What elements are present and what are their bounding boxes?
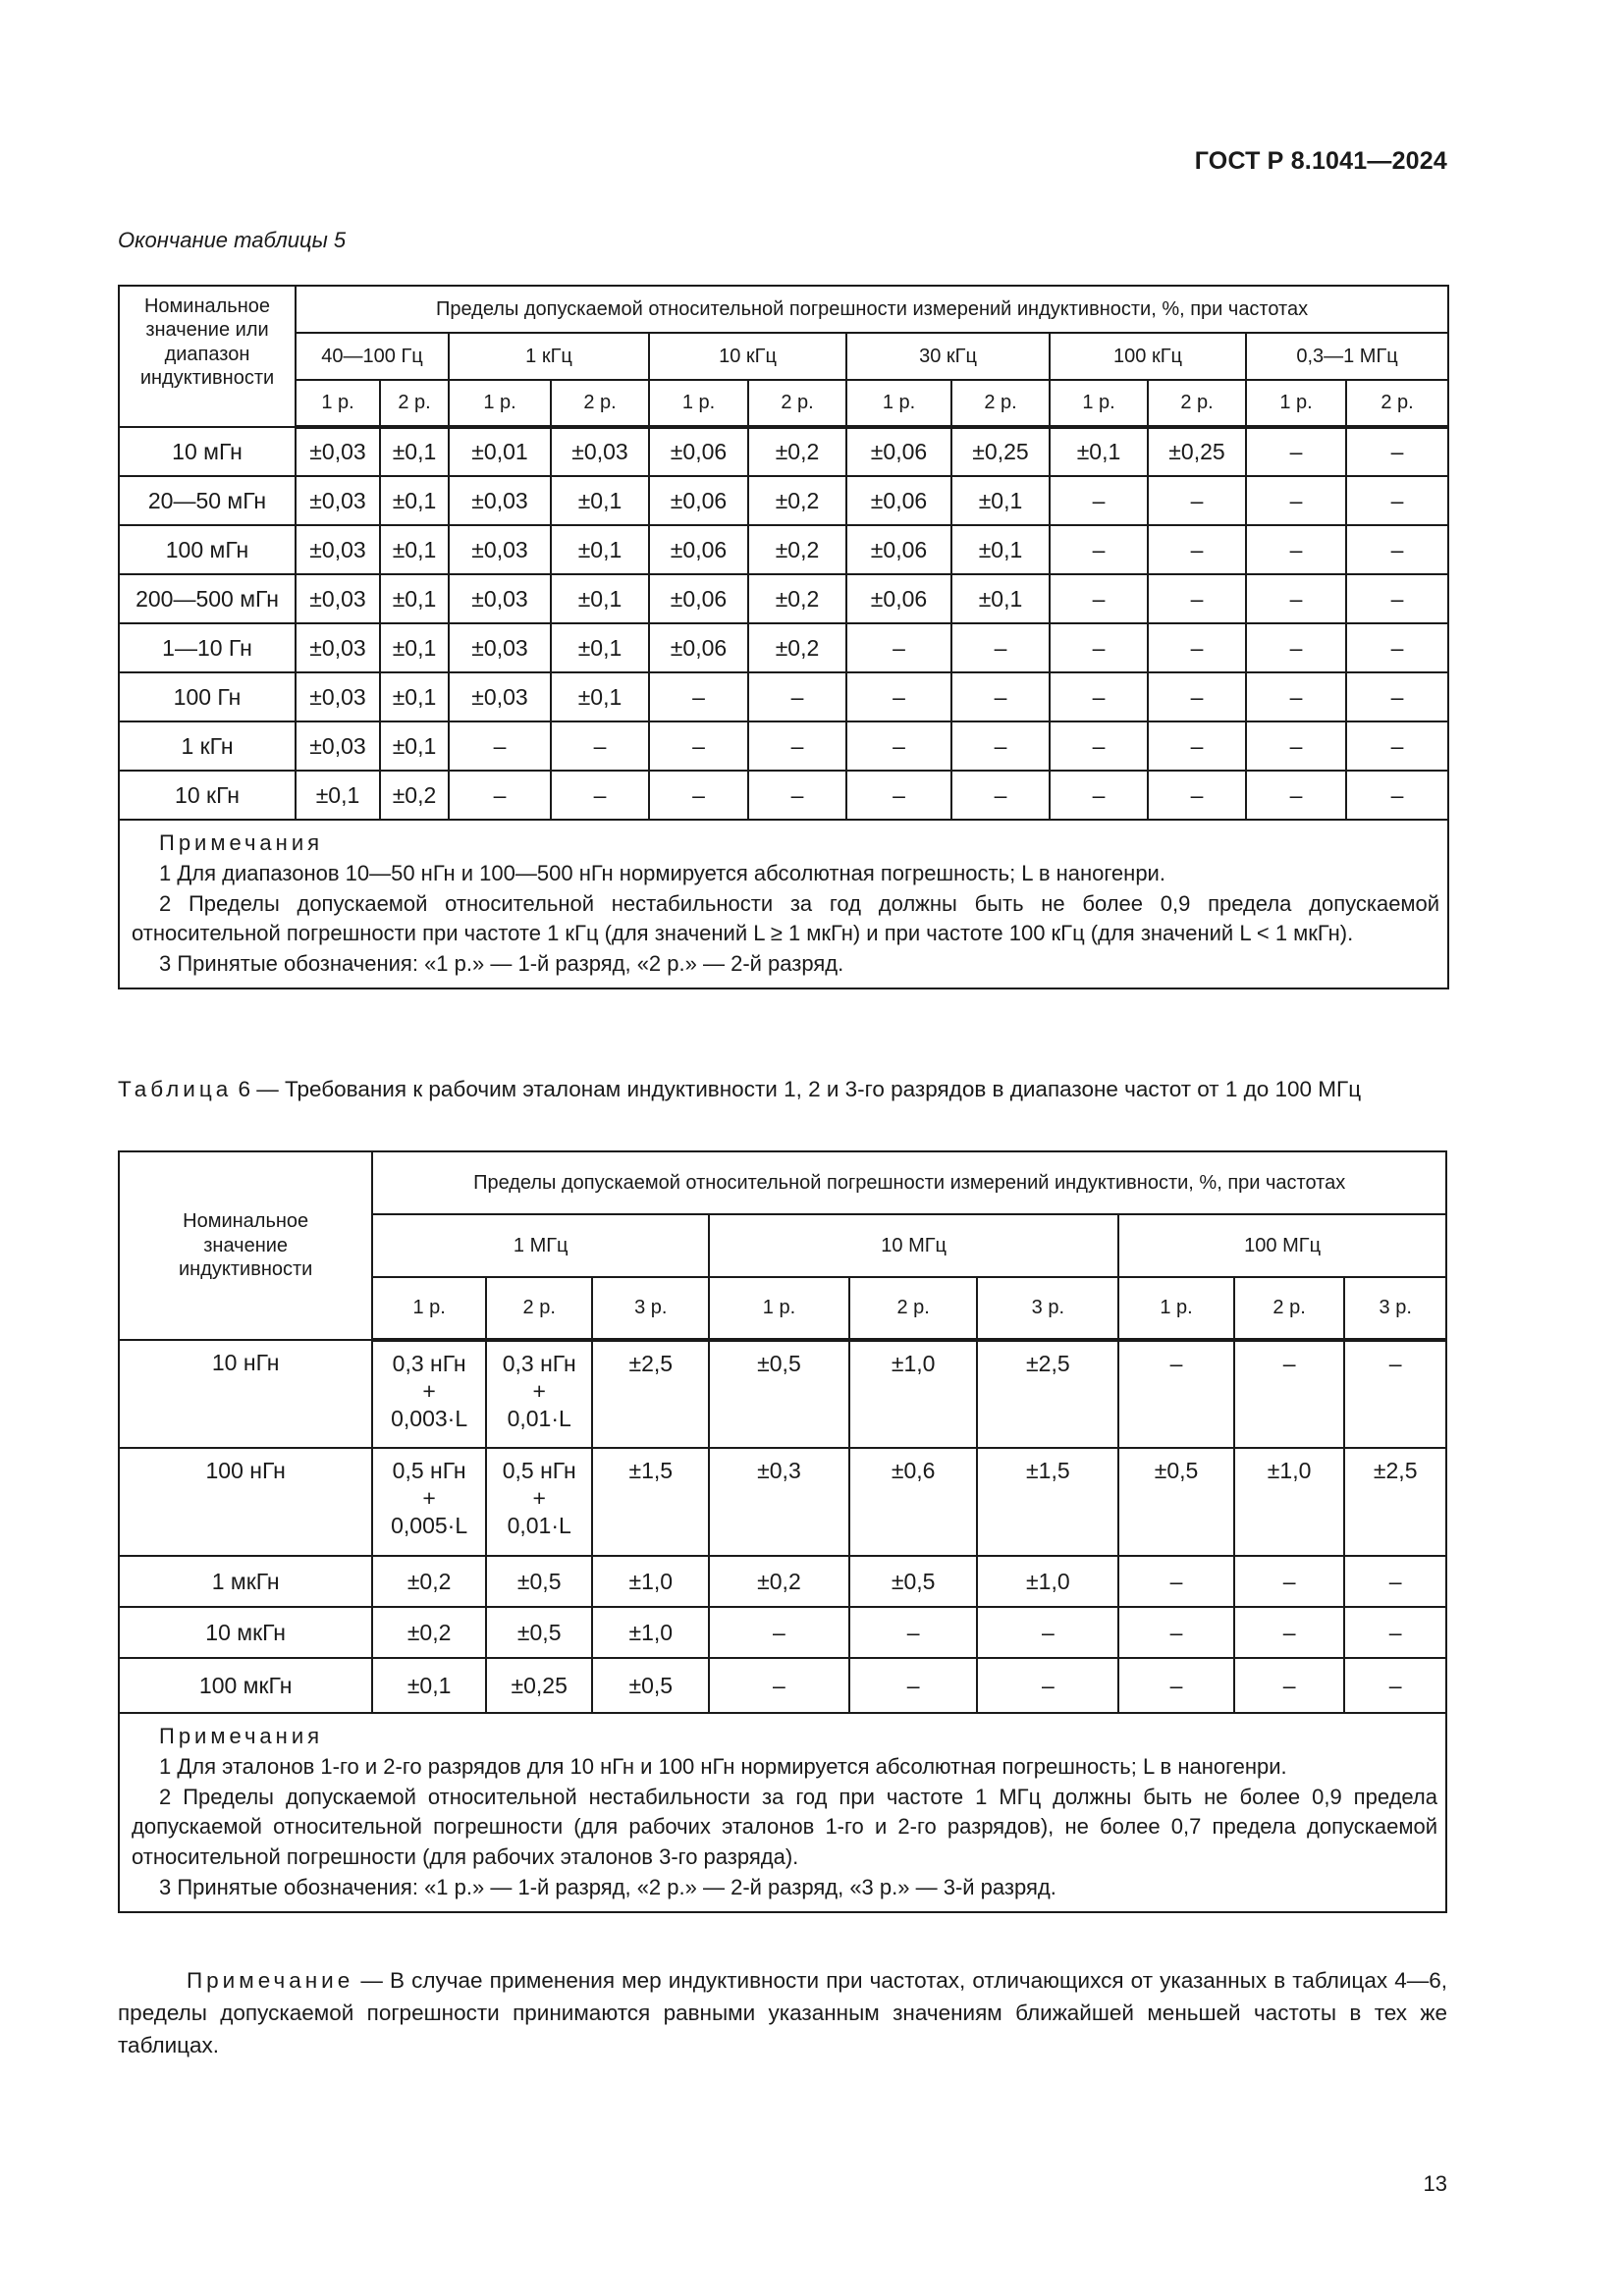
t6-cell (592, 1448, 709, 1556)
t6-note: 1 Для эталонов 1-го и 2-го разрядов для 10 нГн и 100 нГн нормируется абсолютная погрешность; L в наногенри. (159, 1753, 1287, 1779)
t6-cell-line: ±1,0 (628, 1568, 674, 1594)
t5-notes-row (119, 820, 1448, 988)
t6-cell-line: ±0,1 (406, 1672, 452, 1698)
t6-cell (709, 1340, 849, 1448)
t5-row-label: 1 кГн (119, 721, 296, 771)
t6-cell (1118, 1607, 1234, 1658)
t5-cell: – (449, 721, 551, 771)
t5-cell: – (1346, 525, 1448, 574)
t5-cell: ±0,06 (649, 427, 748, 476)
page-number: 13 (1423, 2171, 1447, 2196)
t6-notes-title: Примечания (159, 1724, 324, 1748)
t5-cell: ±0,06 (649, 476, 748, 525)
t6-cell (977, 1448, 1118, 1556)
t6-cell-line: ±0,25 (511, 1672, 568, 1698)
t6-cell (849, 1340, 978, 1448)
t6-row-label: 10 мкГн (119, 1607, 372, 1658)
t6-frequency-header: 1 МГц (372, 1214, 709, 1277)
table-row (119, 1340, 1446, 1448)
t6-cell (486, 1556, 593, 1607)
t6-cell (1234, 1658, 1345, 1713)
t5-cell: ±0,06 (649, 574, 748, 623)
t5-cell: – (1050, 476, 1148, 525)
t6-cell (592, 1556, 709, 1607)
t5-cell: ±0,06 (846, 476, 951, 525)
t6-cell-line: ±0,6 (891, 1458, 936, 1483)
t6-cell-line: 0,01·L (507, 1406, 571, 1432)
t5-frequency-header: 0,3—1 МГц (1246, 333, 1448, 380)
t5-grade-header: 1 р. (449, 380, 551, 427)
t6-cell (709, 1448, 849, 1556)
t5-row-label: 100 Гн (119, 672, 296, 721)
table-row (119, 771, 1448, 820)
t6-grade-header: 2 р. (849, 1277, 978, 1340)
t6-cell-line: – (1388, 1568, 1402, 1594)
t5-cell: – (1148, 525, 1246, 574)
t5-cell: – (1050, 574, 1148, 623)
t6-cell (977, 1340, 1118, 1448)
t5-row-label: 1—10 Гн (119, 623, 296, 672)
t5-notes (119, 820, 1448, 988)
table-row (119, 427, 1448, 476)
table-5 (118, 285, 1449, 989)
table6-title-word: Таблица (118, 1077, 233, 1101)
t6-row-header: Номинальное значение индуктивности (119, 1151, 372, 1340)
t5-note: 1 Для диапазонов 10—50 нГн и 100—500 нГн нормируется абсолютная погрешность; L в наногенри. (159, 860, 1165, 885)
t5-cell: ±0,2 (748, 623, 846, 672)
t6-cell-line: – (1169, 1672, 1183, 1698)
table6-title (118, 1074, 1447, 1105)
t6-note: 3 Принятые обозначения: «1 р.» — 1-й разряд, «2 р.» — 2-й разряд, «3 р.» — 3-й разряд. (159, 1874, 1056, 1899)
table-6 (118, 1150, 1447, 1913)
t5-cell: – (951, 623, 1050, 672)
t6-cell-line: 0,01·L (507, 1513, 571, 1539)
t5-row-label: 20—50 мГн (119, 476, 296, 525)
final-note-text: — В случае применения мер индуктивности при частотах, отличающихся от указанных в таблицах 4—6, пределы допускаемой погрешности принимаются равными указанным значениям ближайшей меньшей частоты в тех же таблицах. (118, 1968, 1447, 2057)
t5-frequency-header: 10 кГц (649, 333, 846, 380)
t5-cell: – (1346, 476, 1448, 525)
t5-cell: ±0,1 (951, 476, 1050, 525)
t6-cell-line: – (1169, 1619, 1183, 1645)
t5-cell: ±0,03 (296, 525, 380, 574)
t6-cell (372, 1448, 486, 1556)
t5-cell: – (1148, 771, 1246, 820)
t6-group-header: Пределы допускаемой относительной погрешности измерений индуктивности, %, при частотах (372, 1151, 1446, 1214)
t5-grade-header: 2 р. (551, 380, 649, 427)
t5-group-header: Пределы допускаемой относительной погрешности измерений индуктивности, %, при частотах (296, 286, 1448, 333)
t6-cell (849, 1556, 978, 1607)
t5-grade-header: 1 р. (649, 380, 748, 427)
t6-cell (372, 1607, 486, 1658)
t6-cell-line: + (532, 1485, 546, 1512)
t5-grade-header: 2 р. (748, 380, 846, 427)
t6-frequency-header: 100 МГц (1118, 1214, 1446, 1277)
t6-cell (486, 1607, 593, 1658)
t5-cell: – (1050, 623, 1148, 672)
t6-cell (486, 1448, 593, 1556)
t6-row-label: 10 нГн (119, 1340, 372, 1448)
t6-cell-line: ±0,3 (757, 1458, 801, 1483)
t5-notes-title: Примечания (159, 830, 324, 855)
t6-cell-line: ±0,2 (406, 1568, 452, 1594)
t5-cell: ±0,06 (649, 623, 748, 672)
t5-frequency-header: 100 кГц (1050, 333, 1246, 380)
t6-row-label: 1 мкГн (119, 1556, 372, 1607)
t6-cell (592, 1658, 709, 1713)
t6-cell-line: ±0,2 (406, 1619, 452, 1645)
t6-cell-line: ±1,0 (891, 1351, 936, 1376)
t6-notes (119, 1713, 1446, 1912)
t6-cell (1118, 1448, 1234, 1556)
t5-cell: ±0,03 (449, 672, 551, 721)
t6-cell-line: ±1,0 (1267, 1458, 1312, 1483)
t5-cell: ±0,03 (296, 574, 380, 623)
table-row (119, 721, 1448, 771)
t6-cell (372, 1340, 486, 1448)
t6-note: 2 Пределы допускаемой относительной нестабильности за год при частоте 1 МГц должны быть не более 0,9 предела допускаемой относительной погрешности (для рабочих эталонов 1-го и 2-го разрядов), не более 0,7 предела допускаемой относительной погрешности (для рабочих эталонов 3-го разряда). (132, 1784, 1437, 1870)
t6-cell-line: – (906, 1619, 920, 1645)
t6-cell (709, 1607, 849, 1658)
t5-cell: – (1246, 525, 1346, 574)
t6-cell (709, 1658, 849, 1713)
t6-grade-header: 2 р. (1234, 1277, 1345, 1340)
t5-cell: ±0,1 (1050, 427, 1148, 476)
t5-cell: ±0,1 (380, 574, 449, 623)
t5-cell: – (1346, 623, 1448, 672)
t6-cell (1344, 1556, 1446, 1607)
t6-cell-line: – (773, 1672, 785, 1698)
t5-cell: ±0,03 (551, 427, 649, 476)
t5-grade-header: 2 р. (1148, 380, 1246, 427)
t5-cell: – (1346, 721, 1448, 771)
t5-grade-header: 1 р. (1050, 380, 1148, 427)
t6-cell-line: – (1169, 1568, 1183, 1594)
table-row (119, 525, 1448, 574)
t5-cell: – (846, 672, 951, 721)
t5-cell: ±0,1 (380, 427, 449, 476)
t6-cell (372, 1556, 486, 1607)
t6-cell (592, 1607, 709, 1658)
t5-cell: – (748, 771, 846, 820)
t5-cell: ±0,1 (551, 623, 649, 672)
t6-cell-line: – (1282, 1619, 1296, 1645)
t5-cell: – (1050, 672, 1148, 721)
t5-cell: – (951, 721, 1050, 771)
t6-cell (1118, 1556, 1234, 1607)
t6-cell (977, 1607, 1118, 1658)
t6-grade-header: 3 р. (592, 1277, 709, 1340)
t5-cell: – (1346, 672, 1448, 721)
t5-cell: ±0,2 (748, 525, 846, 574)
t6-cell-line: – (773, 1619, 785, 1645)
t5-cell: – (551, 771, 649, 820)
t6-cell-line: 0,5 нГн (502, 1458, 576, 1483)
t5-cell: – (1148, 476, 1246, 525)
t5-cell: ±0,1 (551, 672, 649, 721)
t5-cell: ±0,2 (748, 476, 846, 525)
t5-cell: ±0,01 (449, 427, 551, 476)
t5-cell: ±0,03 (296, 427, 380, 476)
t6-cell-line: 0,003·L (391, 1406, 468, 1432)
t5-cell: – (1246, 427, 1346, 476)
t6-cell-line: + (422, 1378, 436, 1405)
t6-cell-line: ±0,2 (757, 1568, 801, 1594)
t6-cell-line: ±1,0 (628, 1619, 674, 1645)
t5-cell: ±0,1 (296, 771, 380, 820)
t5-cell: ±0,1 (551, 476, 649, 525)
t5-cell: ±0,1 (380, 721, 449, 771)
t5-cell: – (951, 672, 1050, 721)
t6-grade-header: 3 р. (1344, 1277, 1446, 1340)
t5-header-row (119, 286, 1448, 333)
t5-row-label: 100 мГн (119, 525, 296, 574)
t6-cell-line: ±0,5 (628, 1672, 674, 1698)
t6-cell-line: – (1041, 1672, 1055, 1698)
t5-cell: – (1148, 672, 1246, 721)
t6-cell (486, 1340, 593, 1448)
t6-cell (977, 1556, 1118, 1607)
t5-cell: ±0,25 (1148, 427, 1246, 476)
t5-cell: ±0,2 (748, 427, 846, 476)
t6-cell-line: 0,3 нГн (392, 1351, 466, 1376)
t5-cell: – (748, 721, 846, 771)
t5-cell: – (1148, 721, 1246, 771)
t6-cell (592, 1340, 709, 1448)
t5-cell: – (1050, 525, 1148, 574)
t5-cell: ±0,03 (296, 672, 380, 721)
table-row (119, 623, 1448, 672)
t5-frequency-header: 1 кГц (449, 333, 649, 380)
t5-cell: ±0,03 (296, 476, 380, 525)
t6-grade-header: 2 р. (486, 1277, 593, 1340)
t5-frequency-row (119, 333, 1448, 380)
t6-cell-line: ±1,5 (628, 1458, 674, 1483)
t6-cell-line: ±1,0 (1026, 1568, 1070, 1594)
t5-cell: ±0,03 (449, 574, 551, 623)
t5-cell: – (1148, 574, 1246, 623)
t6-cell-line: – (1282, 1672, 1296, 1698)
t5-cell: – (1246, 721, 1346, 771)
t6-cell (977, 1658, 1118, 1713)
t5-grade-header: 1 р. (296, 380, 380, 427)
table-row (119, 1556, 1446, 1607)
t5-note: 2 Пределы допускаемой относительной нестабильности за год должны быть не более 0,9 предела допускаемой относительной погрешности при частоте 1 кГц (для значений L ≥ 1 мкГн) и при частоте 100 кГц (для значений L < 1 мкГн). (132, 890, 1440, 946)
t5-cell: – (1346, 427, 1448, 476)
t5-cell: ±0,1 (551, 574, 649, 623)
t5-cell: – (1246, 623, 1346, 672)
t5-cell: – (846, 771, 951, 820)
t5-cell: – (1148, 623, 1246, 672)
t6-cell-line: ±0,5 (516, 1619, 562, 1645)
t6-cell-line: – (1169, 1351, 1183, 1376)
t6-cell (709, 1556, 849, 1607)
t5-frequency-header: 40—100 Гц (296, 333, 449, 380)
t6-cell-line: ±2,5 (1373, 1458, 1418, 1483)
table5-continuation-caption: Окончание таблицы 5 (118, 228, 347, 252)
t6-cell-line: 0,5 нГн (392, 1458, 466, 1483)
t6-header-row (119, 1151, 1446, 1214)
t6-cell-line: ±2,5 (628, 1351, 674, 1376)
t5-cell: ±0,1 (380, 672, 449, 721)
t6-grade-header: 1 р. (1118, 1277, 1234, 1340)
t6-cell-line: ±0,5 (516, 1568, 562, 1594)
t6-cell-line: – (1388, 1672, 1402, 1698)
t5-cell: – (1246, 771, 1346, 820)
t5-cell: – (649, 672, 748, 721)
t6-cell (1344, 1340, 1446, 1448)
t6-cell-line: – (1388, 1351, 1402, 1376)
t6-grade-header: 1 р. (709, 1277, 849, 1340)
t6-cell (1234, 1340, 1345, 1448)
t5-cell: – (951, 771, 1050, 820)
t5-frequency-header: 30 кГц (846, 333, 1050, 380)
table-row (119, 476, 1448, 525)
t6-cell-line: – (1041, 1619, 1055, 1645)
t5-row-label: 200—500 мГн (119, 574, 296, 623)
t6-cell (1234, 1556, 1345, 1607)
t5-cell: ±0,03 (296, 623, 380, 672)
t6-cell-line: – (1282, 1351, 1296, 1376)
document-id: ГОСТ Р 8.1041—2024 (1194, 147, 1447, 175)
t6-cell-line: ±0,5 (1154, 1458, 1199, 1483)
t5-cell: ±0,1 (551, 525, 649, 574)
t6-grade-header: 3 р. (977, 1277, 1118, 1340)
t6-grade-header: 1 р. (372, 1277, 486, 1340)
t6-cell-line: 0,005·L (391, 1513, 468, 1539)
t5-cell: ±0,1 (951, 525, 1050, 574)
t5-cell: ±0,2 (748, 574, 846, 623)
t5-cell: – (846, 721, 951, 771)
t5-row-label: 10 кГн (119, 771, 296, 820)
t5-grade-header: 2 р. (1346, 380, 1448, 427)
t6-cell-line: 0,3 нГн (502, 1351, 576, 1376)
t6-cell (1234, 1448, 1345, 1556)
t6-cell-line: ±2,5 (1026, 1351, 1070, 1376)
t5-cell: – (1246, 574, 1346, 623)
t5-cell: ±0,06 (649, 525, 748, 574)
t5-cell: ±0,1 (380, 476, 449, 525)
t5-cell: ±0,06 (846, 574, 951, 623)
t5-row-label: 10 мГн (119, 427, 296, 476)
t5-cell: – (846, 623, 951, 672)
t5-cell: ±0,1 (380, 623, 449, 672)
t6-cell (1118, 1340, 1234, 1448)
t6-cell (372, 1658, 486, 1713)
table-row (119, 1658, 1446, 1713)
t5-cell: ±0,25 (951, 427, 1050, 476)
t6-cell-line: – (1388, 1619, 1402, 1645)
final-note-label: Примечание (187, 1968, 354, 1993)
t6-cell-line: – (1282, 1568, 1296, 1594)
t6-cell (486, 1658, 593, 1713)
t5-cell: – (748, 672, 846, 721)
t5-grade-header: 1 р. (846, 380, 951, 427)
t6-cell (849, 1658, 978, 1713)
final-note (118, 1965, 1447, 2062)
table-row (119, 672, 1448, 721)
t5-cell: ±0,1 (380, 525, 449, 574)
t5-cell: ±0,06 (846, 427, 951, 476)
t6-cell (1344, 1448, 1446, 1556)
t5-cell: ±0,03 (296, 721, 380, 771)
t5-grade-header: 2 р. (380, 380, 449, 427)
t5-grade-header: 1 р. (1246, 380, 1346, 427)
t5-cell: – (551, 721, 649, 771)
t5-grade-header: 2 р. (951, 380, 1050, 427)
t6-cell-line: – (906, 1672, 920, 1698)
table-row (119, 1448, 1446, 1556)
t6-cell-line: + (532, 1378, 546, 1405)
table-row (119, 574, 1448, 623)
t6-cell (1118, 1658, 1234, 1713)
t5-row-header: Номинальное значение или диапазон индуктивности (119, 286, 296, 427)
t5-note: 3 Принятые обозначения: «1 р.» — 1-й разряд, «2 р.» — 2-й разряд. (159, 951, 844, 977)
table6-title-text: 6 — Требования к рабочим эталонам индуктивности 1, 2 и 3-го разрядов в диапазоне частот от 1 до 100 МГц (238, 1077, 1362, 1101)
t6-row-label: 100 мкГн (119, 1658, 372, 1713)
t6-frequency-header: 10 МГц (709, 1214, 1118, 1277)
t5-cell: – (1246, 672, 1346, 721)
t5-cell: – (1050, 721, 1148, 771)
t6-cell (849, 1448, 978, 1556)
t5-cell: – (1246, 476, 1346, 525)
t6-cell (849, 1607, 978, 1658)
table-row (119, 1607, 1446, 1658)
t6-cell-line: ±0,5 (757, 1351, 801, 1376)
t5-cell: – (1050, 771, 1148, 820)
t5-cell: ±0,06 (846, 525, 951, 574)
t6-cell-line: + (422, 1485, 436, 1512)
t5-grade-row (119, 380, 1448, 427)
t6-cell-line: ±1,5 (1026, 1458, 1070, 1483)
t5-cell: – (649, 771, 748, 820)
t5-cell: ±0,03 (449, 476, 551, 525)
t5-cell: ±0,03 (449, 525, 551, 574)
t6-row-label: 100 нГн (119, 1448, 372, 1556)
t6-cell (1344, 1658, 1446, 1713)
t6-notes-row (119, 1713, 1446, 1912)
t5-cell: – (1346, 771, 1448, 820)
t6-cell (1234, 1607, 1345, 1658)
t5-cell: – (649, 721, 748, 771)
t5-cell: ±0,2 (380, 771, 449, 820)
t6-cell (1344, 1607, 1446, 1658)
t6-cell-line: ±0,5 (891, 1568, 936, 1594)
t5-cell: ±0,1 (951, 574, 1050, 623)
t5-cell: ±0,03 (449, 623, 551, 672)
t5-cell: – (1346, 574, 1448, 623)
t5-cell: – (449, 771, 551, 820)
